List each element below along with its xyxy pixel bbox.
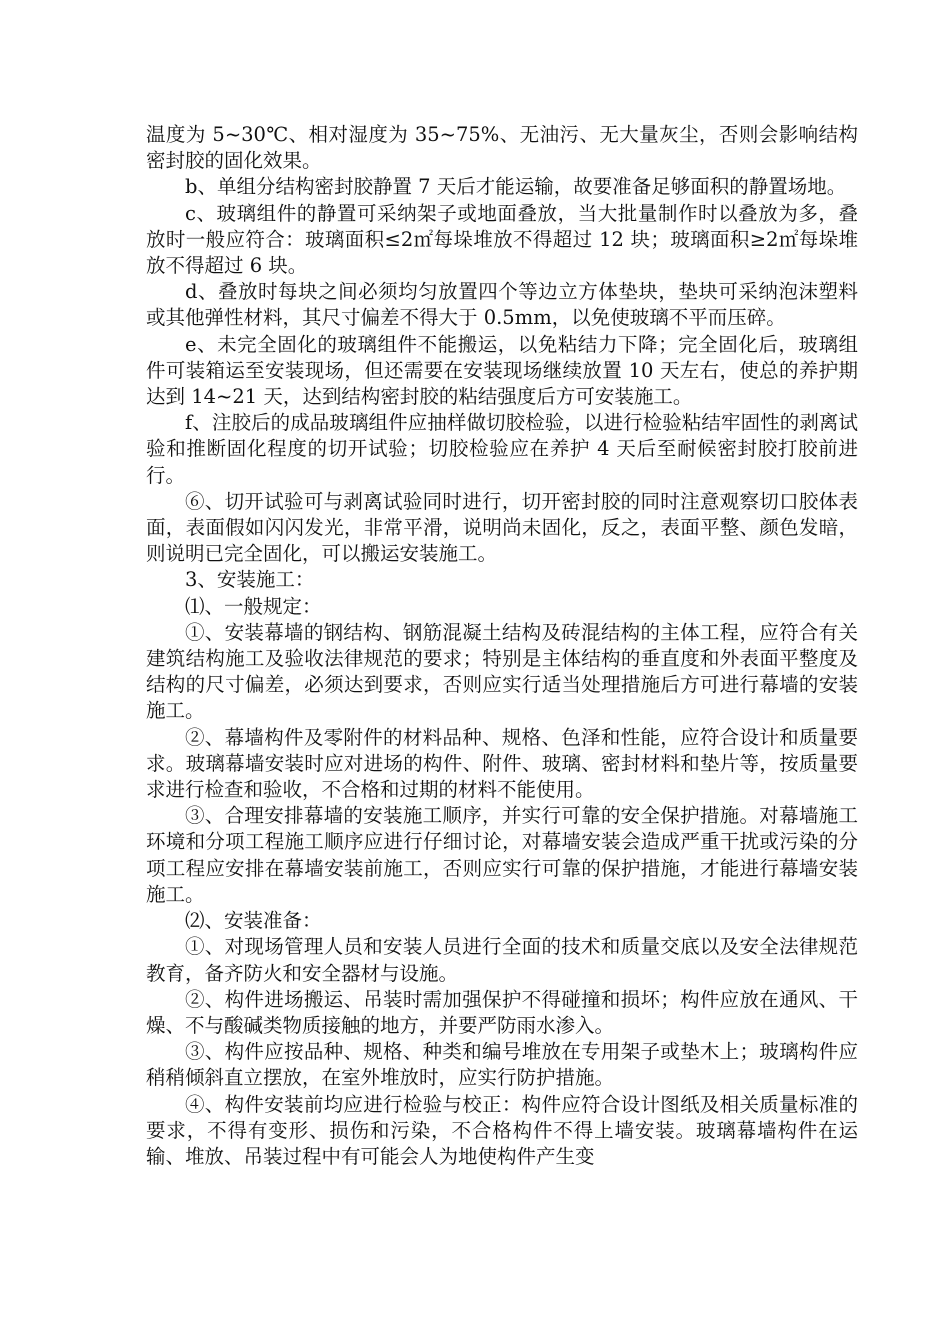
paragraph-2: b、单组分结构密封胶静置 7 天后才能运输，故要准备足够面积的静置场地。 <box>185 175 847 199</box>
paragraph-1: 温度为 5~30℃、相对湿度为 35~75%、无油污、无大量灰尘，否则会影响结构密封胶的固化效果。 <box>146 123 858 173</box>
paragraph-11: ②、幕墙构件及零附件的材料品种、规格、色泽和性能，应符合设计和质量要求。玻璃幕墙安装时应对进场的构件、附件、玻璃、密封材料和垫片等，按质量要求进行检查和验收，不合格和过期的材料不能使用。 <box>146 725 858 802</box>
document-body <box>146 122 858 1170</box>
paragraph-3: c、玻璃组件的静置可采纳架子或地面叠放，当大批量制作时以叠放为多，叠放时一般应符合：玻璃面积≤2㎡每垛堆放不得超过 12 块；玻璃面积≥2㎡每垛堆放不得超过 6 块。 <box>146 201 858 278</box>
paragraph-16: ③、构件应按品种、规格、种类和编号堆放在专用架子或垫木上；玻璃构件应稍稍倾斜直立摆放，在室外堆放时，应实行防护措施。 <box>146 1040 858 1090</box>
paragraph-17: ④、构件安装前均应进行检验与校正：构件应符合设计图纸及相关质量标准的要求，不得有变形、损伤和污染，不合格构件不得上墙安装。玻璃幕墙构件在运输、堆放、吊装过程中有可能会人为地使构件产生变 <box>146 1092 858 1168</box>
paragraph-14: ①、对现场管理人员和安装人员进行全面的技术和质量交底以及安全法律规范教育，备齐防火和安全器材与设施。 <box>146 935 858 985</box>
paragraph-10: ①、安装幕墙的钢结构、钢筋混凝土结构及砖混结构的主体工程，应符合有关建筑结构施工及验收法律规范的要求；特别是主体结构的垂直度和外表面平整度及结构的尺寸偏差，必须达到要求，否则应实行适当处理措施后方可进行幕墙的安装施工。 <box>146 620 858 723</box>
paragraph-6: f、注胶后的成品玻璃组件应抽样做切胶检验，以进行检验粘结牢固性的剥离试验和推断固化程度的切开试验；切胶检验应在养护 4 天后至耐候密封胶打胶前进行。 <box>146 411 858 487</box>
subsection-heading-general-rules: ⑴、一般规定： <box>185 594 322 618</box>
paragraph-12: ③、合理安排幕墙的安装施工顺序，并实行可靠的安全保护措施。对幕墙施工环境和分项工程施工顺序应进行仔细讨论，对幕墙安装会造成严重干扰或污染的分项工程应安排在幕墙安装前施工，否则应实行可靠的保护措施，才能进行幕墙安装施工。 <box>146 804 858 906</box>
paragraph-7: ⑥、切开试验可与剥离试验同时进行，切开密封胶的同时注意观察切口胶体表面，表面假如闪闪发光，非常平滑，说明尚未固化，反之，表面平整、颜色发暗，则说明已完全固化，可以搬运安装施工。 <box>146 489 858 566</box>
section-heading-installation: 3、安装施工： <box>185 568 315 592</box>
paragraph-15: ②、构件进场搬运、吊装时需加强保护不得碰撞和损坏；构件应放在通风、干燥、不与酸碱类物质接触的地方，并要严防雨水渗入。 <box>146 987 858 1037</box>
paragraph-5: e、未完全固化的玻璃组件不能搬运，以免粘结力下降；完全固化后，玻璃组件可装箱运至安装现场，但还需要在安装现场继续放置 10 天左右，使总的养护期达到 14~21 天，达到结构密封胶的粘结强度后方可安装施工。 <box>146 332 858 409</box>
paragraph-4: d、叠放时每块之间必须均匀放置四个等边立方体垫块，垫块可采纳泡沫塑料或其他弹性材料，其尺寸偏差不得大于 0.5mm，以免使玻璃不平而压碎。 <box>146 280 858 330</box>
subsection-heading-preparation: ⑵、安装准备： <box>185 909 322 933</box>
